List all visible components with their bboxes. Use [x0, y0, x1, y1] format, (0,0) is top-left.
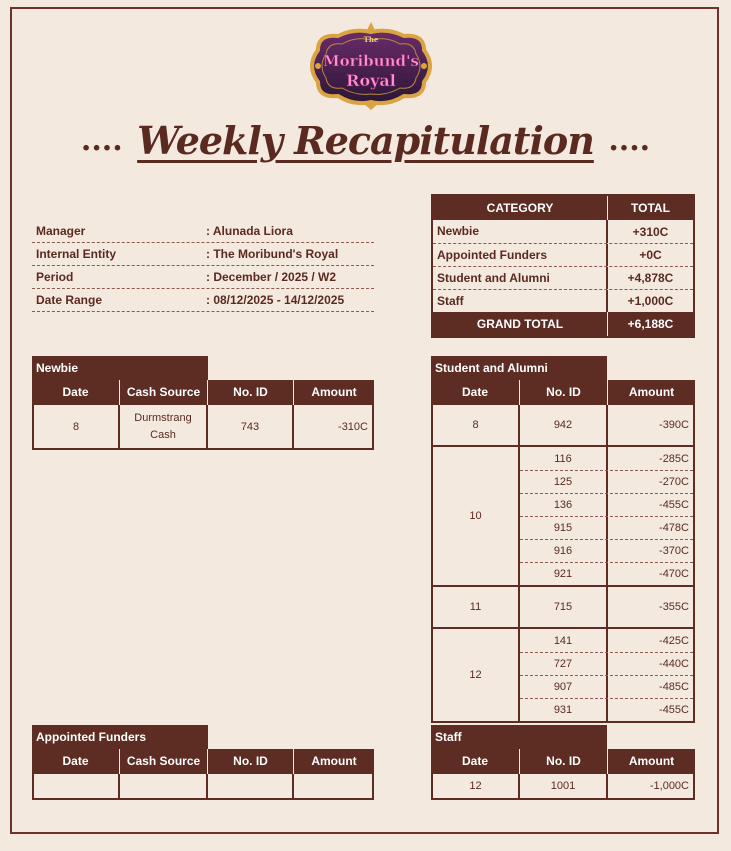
- grand-total-row: [433, 312, 693, 336]
- table-row: [433, 220, 693, 243]
- date-cell: 8: [433, 405, 520, 445]
- header-cash-source: Cash Source: [120, 380, 208, 405]
- info-value: : December / 2025 / W2: [206, 270, 337, 284]
- id-cell: 715: [520, 587, 608, 627]
- table-row: [520, 447, 693, 470]
- id-cell: 1001: [520, 774, 608, 798]
- grand-total-label: GRAND TOTAL: [433, 312, 608, 336]
- title-dots-left: ....: [80, 123, 123, 158]
- id-cell: 116: [520, 447, 608, 470]
- newbie-section: [32, 356, 374, 450]
- table-row: [520, 675, 693, 698]
- table-body: [431, 405, 695, 723]
- header-amount: Amount: [628, 385, 675, 399]
- student-alumni-section: [431, 356, 695, 723]
- cash-source-cell: [120, 774, 208, 798]
- info-label: Period: [36, 270, 74, 284]
- total-cell: +0C: [639, 248, 662, 262]
- header-total: TOTAL: [631, 201, 670, 215]
- info-label: Date Range: [36, 293, 103, 307]
- cash-source-cell: Durmstrang Cash: [120, 405, 208, 448]
- id-cell: 916: [520, 540, 608, 562]
- id-cell: 743: [208, 405, 294, 448]
- table-row: [433, 774, 693, 798]
- header-date: Date: [431, 749, 520, 774]
- id-cell: 125: [520, 471, 608, 493]
- table-row: [34, 405, 372, 448]
- table-header: [32, 380, 374, 405]
- header-id: No. ID: [520, 749, 608, 774]
- total-cell: +4,878C: [627, 271, 674, 285]
- info-value: : Alunada Liora: [206, 224, 293, 238]
- id-cell: 141: [520, 629, 608, 652]
- date-cell: 10: [433, 447, 520, 585]
- category-cell: Student and Alumni: [433, 267, 608, 289]
- section-tab-appointed-funders: Appointed Funders: [32, 725, 208, 749]
- page-title: [0, 118, 731, 178]
- amount-cell: -370C: [659, 545, 689, 557]
- amount-cell: -355C: [659, 601, 689, 613]
- table-body: [32, 774, 374, 800]
- amount-cell: -440C: [659, 658, 689, 670]
- amount-cell: -485C: [659, 681, 689, 693]
- info-entity: [32, 243, 374, 266]
- date-cell: [34, 774, 120, 798]
- table-row: [34, 774, 372, 798]
- date-cell: 12: [433, 629, 520, 721]
- table-header: [431, 749, 695, 774]
- header-amount: Amount: [628, 754, 675, 768]
- svg-text:Moribund's: Moribund's: [322, 52, 420, 70]
- logo-emblem: [304, 20, 438, 112]
- table-row: [520, 562, 693, 585]
- date-group: [433, 627, 693, 721]
- header-cash-source: Cash Source: [120, 749, 208, 774]
- title-dots-right: ....: [608, 123, 651, 158]
- id-cell: [208, 774, 294, 798]
- table-header: [431, 380, 695, 405]
- table-row: [433, 289, 693, 312]
- title-text: Weekly Recapitulation: [137, 118, 594, 163]
- info-label: Internal Entity: [36, 247, 117, 261]
- table-row: [520, 539, 693, 562]
- table-header: [433, 196, 693, 220]
- date-cell: 8: [34, 405, 120, 448]
- amount-cell: [294, 774, 372, 798]
- svg-text:Royal: Royal: [346, 71, 396, 90]
- amount-cell: -310C: [338, 420, 368, 433]
- report-info: [32, 220, 374, 312]
- info-manager: [32, 220, 374, 243]
- table-row: [433, 243, 693, 266]
- header-category: CATEGORY: [433, 196, 608, 220]
- table-row: [433, 266, 693, 289]
- grand-total-value: +6,188C: [627, 317, 674, 331]
- amount-cell: -470C: [659, 568, 689, 580]
- info-period: [32, 266, 374, 289]
- section-tab-staff: Staff: [431, 725, 607, 749]
- category-cell: Staff: [433, 290, 608, 312]
- section-tab-student-alumni: Student and Alumni: [431, 356, 607, 380]
- table-header: [32, 749, 374, 774]
- table-row: [520, 470, 693, 493]
- brand-logo: [304, 20, 438, 112]
- id-cell: 942: [520, 405, 608, 445]
- table-row: [520, 652, 693, 675]
- date-cell: 12: [433, 774, 520, 798]
- header-date: Date: [431, 380, 520, 405]
- amount-cell: -390C: [659, 419, 689, 431]
- total-cell: +1,000C: [627, 294, 674, 308]
- table-row: [520, 516, 693, 539]
- table-row: [520, 587, 693, 627]
- table-row: [520, 629, 693, 652]
- table-row: [520, 493, 693, 516]
- appointed-funders-section: [32, 725, 374, 800]
- amount-cell: -425C: [659, 634, 689, 647]
- table-row: [520, 405, 693, 445]
- info-value: : The Moribund's Royal: [206, 247, 339, 261]
- header-date: Date: [32, 380, 120, 405]
- date-group: [433, 405, 693, 445]
- category-cell: Newbie: [433, 220, 608, 243]
- staff-section: [431, 725, 695, 800]
- svg-text:The: The: [363, 35, 379, 44]
- id-cell: 931: [520, 699, 608, 721]
- date-cell: 11: [433, 587, 520, 627]
- id-cell: 915: [520, 517, 608, 539]
- date-group: [433, 445, 693, 585]
- amount-cell: -270C: [659, 476, 689, 488]
- amount-cell: -285C: [659, 452, 689, 465]
- info-label: Manager: [36, 224, 86, 238]
- amount-cell: -1,000C: [649, 780, 689, 792]
- table-body: [32, 405, 374, 450]
- table-row: [520, 698, 693, 721]
- section-tab-newbie: Newbie: [32, 356, 208, 380]
- total-cell: +310C: [632, 224, 669, 239]
- id-cell: 727: [520, 653, 608, 675]
- header-amount: Amount: [311, 754, 357, 768]
- amount-cell: -478C: [659, 522, 689, 534]
- id-cell: 921: [520, 563, 608, 585]
- category-cell: Appointed Funders: [433, 244, 608, 266]
- amount-cell: -455C: [659, 704, 689, 716]
- header-id: No. ID: [520, 380, 608, 405]
- table-body: [431, 774, 695, 800]
- info-value: : 08/12/2025 - 14/12/2025: [206, 293, 345, 307]
- category-summary-table: [431, 194, 695, 338]
- id-cell: 907: [520, 676, 608, 698]
- header-date: Date: [32, 749, 120, 774]
- info-date-range: [32, 289, 374, 312]
- amount-cell: -455C: [659, 499, 689, 511]
- header-id: No. ID: [208, 749, 294, 774]
- header-id: No. ID: [208, 380, 294, 405]
- date-group: [433, 585, 693, 627]
- header-amount: Amount: [311, 385, 357, 399]
- id-cell: 136: [520, 494, 608, 516]
